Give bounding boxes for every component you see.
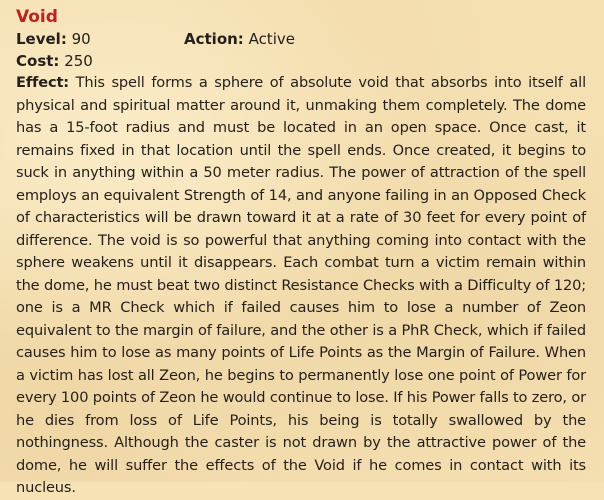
action-label: Action: — [184, 30, 244, 48]
cost-value: 250 — [59, 52, 93, 70]
level-label: Level: — [16, 30, 67, 48]
cost-row — [16, 50, 586, 72]
effect-label: Effect: — [16, 74, 69, 91]
action-stat — [184, 28, 295, 50]
spell-entry — [16, 6, 586, 500]
level-stat — [16, 30, 91, 48]
level-value: 90 — [66, 30, 91, 48]
effect-paragraph — [16, 72, 586, 500]
level-action-row — [16, 28, 586, 50]
cost-label: Cost: — [16, 52, 60, 70]
action-value: Active — [243, 30, 295, 48]
effect-text: This spell forms a sphere of absolute void that absorbs into itself all physical and spiritual matter around it, unmaking them completely. The dome has a 15-foot radius and must be located in an open space. Once cast, it remains fixed in that location until the spell ends. Once created, it begins to suck in anything within a 50 meter radius. The power of attraction of the spell employs an equivalent Strength of 14, and anyone failing in an Opposed Check of characteristics will be drawn toward it at a rate of 30 feet for every point of difference. The void is so powerful that anything coming into contact with the sphere weakens until it disappears. Each combat turn a victim remain within the dome, he must beat two distinct Resistance Checks with a Difficulty of 120; one is a MR Check which if failed causes him to lose a number of Zeon equivalent to the margin of failure, and the other is a PhR Check, which if failed causes him to lose as many points of Life Points as the Margin of Failure. When a victim has lost all Zeon, he begins to permanently lose one point of Power for every 100 points of Zeon he would continue to lose. If his Power falls to zero, or he dies from loss of Life Points, his being is totally swallowed by the nothingness. Although the caster is not drawn by the attractive power of the dome, he will suffer the effects of the Void if he comes in contact with its nucleus. — [16, 74, 586, 496]
spell-title: Void — [16, 7, 58, 27]
